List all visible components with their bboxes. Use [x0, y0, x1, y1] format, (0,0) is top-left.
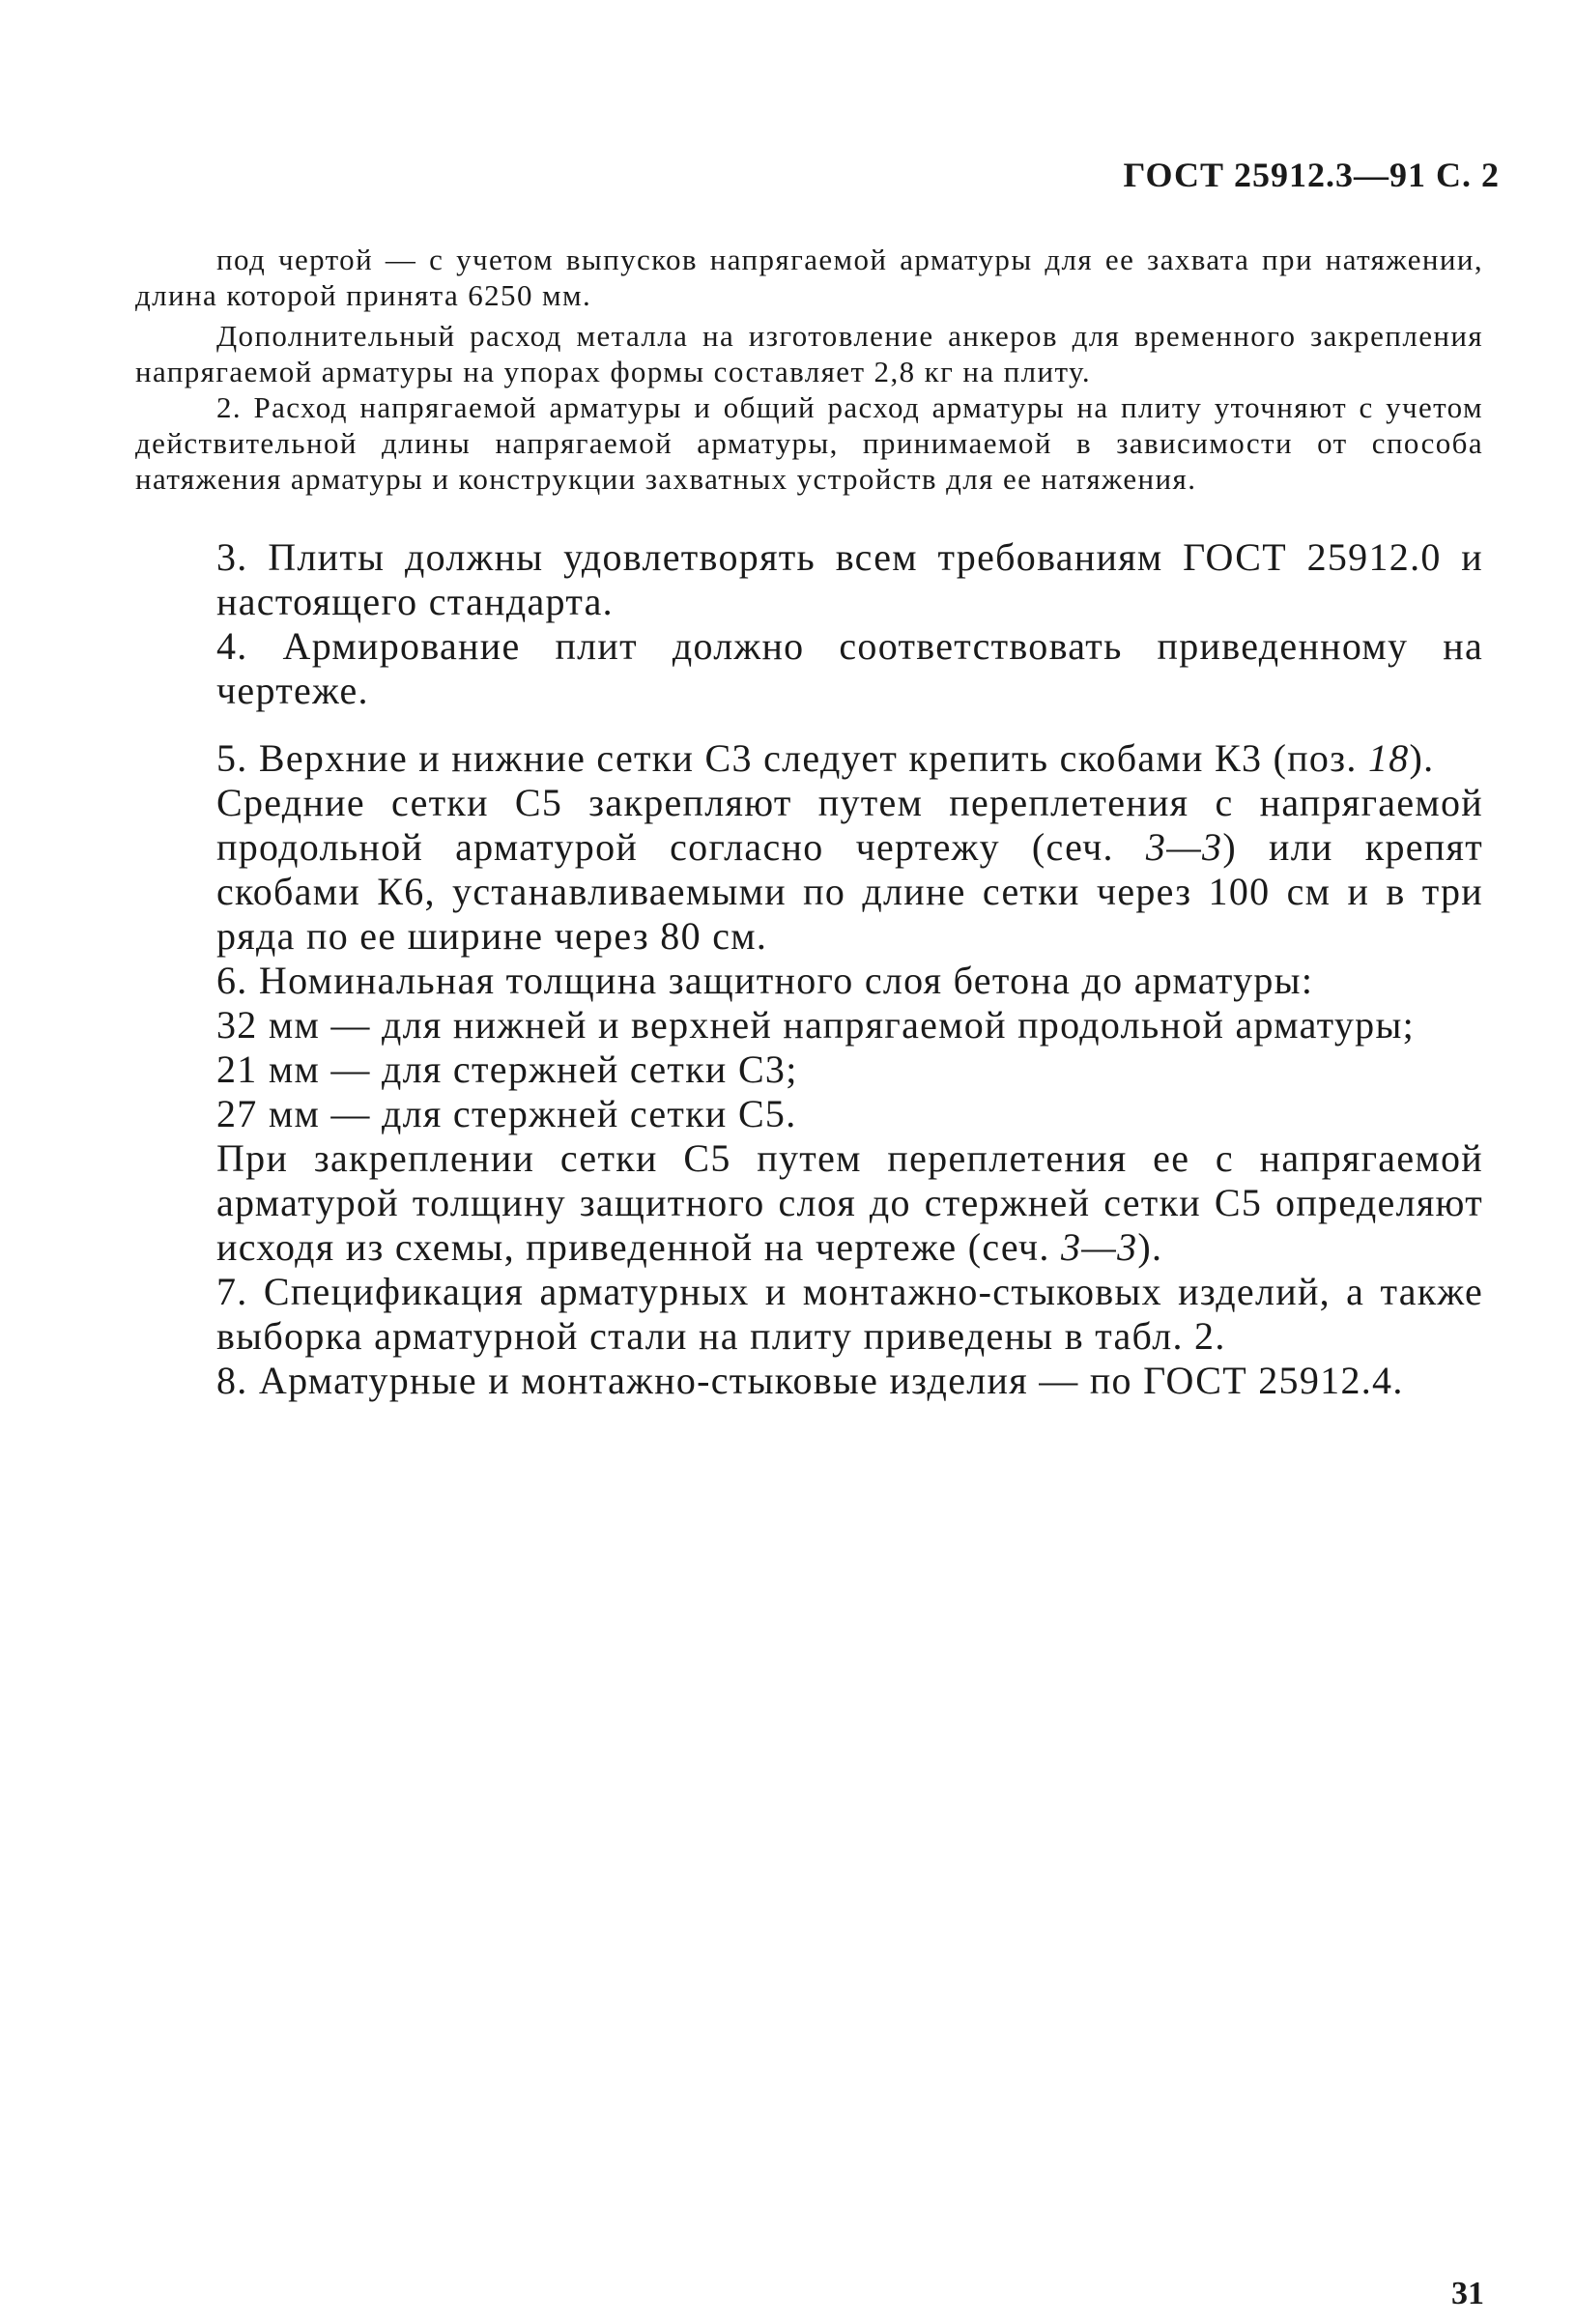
note-paragraph: Дополнительный расход металла на изготовление анкеров для временного закрепления напрягаемой арматуры на упорах формы составляет 2,8 кг на плиту. — [135, 319, 1483, 388]
item-5c-text: Средние сетки С5 закрепляют путем переплетения с напрягаемой продольной арматурой согласно чертежу (сеч. — [216, 781, 1483, 869]
section-ref: 3—3 — [1060, 1225, 1138, 1269]
page-number: 31 — [1451, 2276, 1484, 2311]
page-content — [135, 242, 1483, 1403]
item-3: 3. Плиты должны удовлетворять всем требованиям ГОСТ 25912.0 и настоящего стандарта. — [216, 535, 1483, 623]
main-text — [135, 535, 1483, 1403]
item-6-b: 21 мм — для стержней сетки С3; — [216, 1047, 798, 1091]
page-header: ГОСТ 25912.3—91 С. 2 — [1123, 156, 1500, 194]
item-5-continued — [135, 781, 1483, 959]
item-6-d — [135, 1136, 1483, 1270]
item-5-tail: ). — [1409, 736, 1435, 780]
item-8: 8. Арматурные и монтажно-стыковые изделия — по ГОСТ 25912.4. — [216, 1359, 1404, 1402]
item-6d-tail: ). — [1137, 1225, 1163, 1269]
item-6-a: 32 мм — для нижней и верхней напрягаемой продольной арматуры; — [216, 1003, 1416, 1047]
item-4: 4. Армирование плит должно соответствовать приведенному на чертеже. — [216, 624, 1483, 712]
item-6d-text: При закреплении сетки С5 путем переплетения ее с напрягаемой арматурой толщину защитного слоя до стержней сетки С5 определяют исходя из схемы, приведенной на чертеже (сеч. — [216, 1136, 1483, 1269]
section-ref: 3—3 — [1145, 825, 1223, 869]
item-6-c: 27 мм — для стержней сетки С5. — [216, 1092, 797, 1135]
item-5c-tail: ) или крепят скобами К6, устанавливаемыми по длине сетки через 100 см и в три ряда по ее ширине через 80 см. — [216, 825, 1483, 958]
item-5-text: 5. Верхние и нижние сетки С3 следует крепить скобами К3 (поз. — [216, 736, 1368, 780]
item-5 — [135, 736, 1483, 781]
note-paragraph: 2. Расход напрягаемой арматуры и общий расход арматуры на плиту уточняют с учетом действительной длины напрягаемой арматуры, принимаемой в зависимости от способа натяжения арматуры и конструкции захватных устройств для ее натяжения. — [135, 390, 1483, 496]
item-6: 6. Номинальная толщина защитного слоя бетона до арматуры: — [216, 959, 1314, 1002]
position-ref: 18 — [1367, 736, 1410, 780]
notes-block — [135, 242, 1483, 497]
note-paragraph: под чертой — с учетом выпусков напрягаемой арматуры для ее захвата при натяжении, длина которой принята 6250 мм. — [135, 243, 1483, 312]
item-7: 7. Спецификация арматурных и монтажно-стыковых изделий, а также выборка арматурной стали на плиту приведены в табл. 2. — [216, 1270, 1483, 1358]
